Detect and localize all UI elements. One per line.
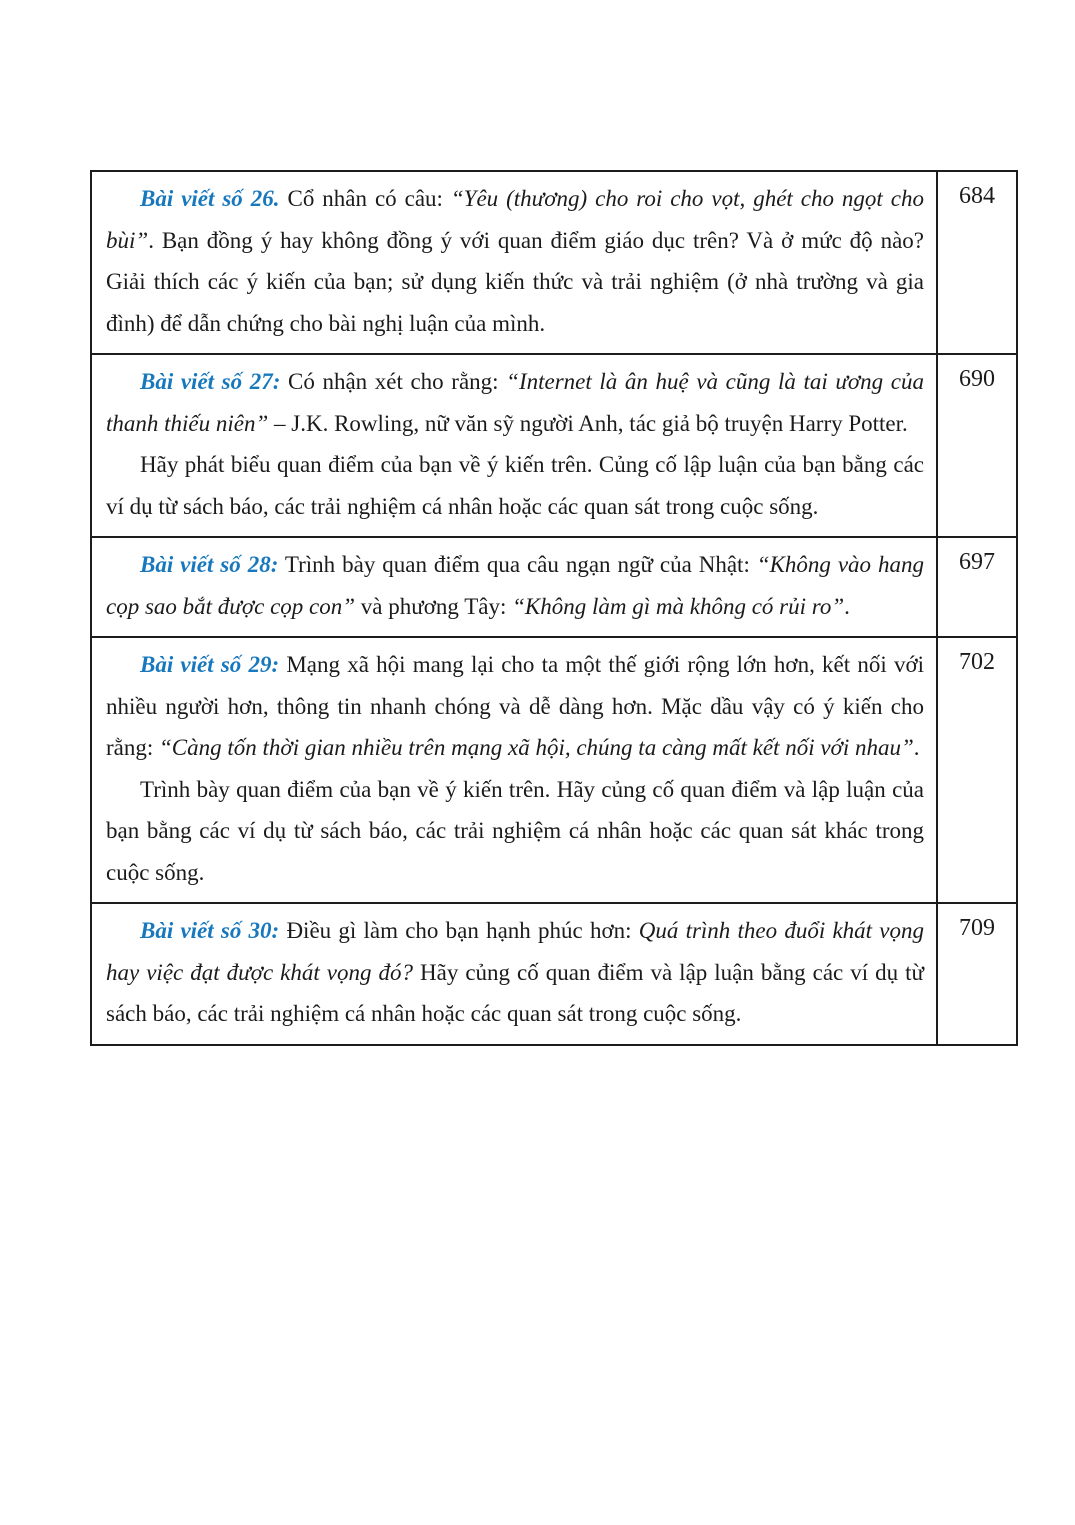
entry-label: Bài viết số 27: [140,369,281,394]
entry-text-segment: . [913,735,920,760]
toc-row [91,354,1017,537]
entry-text-segment: Hãy phát biểu quan điểm của bạn về ý kiến trên. Củng cố lập luận của bạn bằng các ví dụ từ sách báo, các trải nghiệm cá nhân hoặc các quan sát trong cuộc sống. [106,452,924,519]
entry-text-segment: Mạng xã hội mang lại cho ta một thế giới rộng lớn hơn, kết nối với nhiều người hơn, thông tin nhanh chóng và dễ dàng hơn. Mặc dầu vậy có ý kiến cho rằng: [106,652,924,760]
entry-text-segment: “Không làm gì mà không có rủi ro” [512,593,845,619]
toc-page-number: 709 [937,903,1017,1045]
toc-page-number: 702 [937,637,1017,903]
toc-entry-paragraph [106,910,924,1035]
toc-entry-text [91,903,937,1045]
entry-text-segment: Có nhận xét cho rằng: [280,369,507,394]
toc-entry-paragraph [106,444,924,527]
entry-label: Bài viết số 29: [140,652,280,677]
entry-text-segment: Hãy củng cố quan điểm và lập luận bằng các ví dụ từ sách báo, các trải nghiệm cá nhân hoặc các quan sát trong cuộc sống. [106,959,925,1026]
entry-text-segment: “Không vào hang cọp sao bắt được cọp con” [106,552,924,619]
toc-page-number: 697 [937,537,1017,637]
toc-row [91,903,1017,1045]
toc-entry-paragraph [106,644,924,769]
toc-page-number: 684 [937,171,1017,354]
toc-page-number: 690 [937,354,1017,537]
entry-text-segment: Quá trình theo đuổi khát vọng hay việc đạt được khát vọng đó? [106,918,924,985]
entry-text-segment: “Yêu (thương) cho roi cho vọt, ghét cho ngọt cho bùi” [106,186,924,253]
toc-entry-text [91,354,937,537]
toc-entry-paragraph [106,769,924,894]
entry-label: Bài viết số 26. [140,186,280,211]
toc-body [91,171,1017,1045]
toc-entry-text [91,637,937,903]
entry-text-segment: . [844,593,850,619]
toc-row [91,537,1017,637]
toc-entry-paragraph [106,544,924,627]
toc-entry-paragraph [106,361,924,444]
toc-row [91,637,1017,903]
toc-table [90,170,1018,1046]
toc-entry-paragraph [106,178,924,344]
entry-text-segment: “Internet là ân huệ và cũng là tai ương của thanh thiếu niên” [106,369,924,436]
toc-entry-text [91,171,937,354]
entry-text-segment: Trình bày quan điểm của bạn về ý kiến trên. Hãy củng cố quan điểm và lập luận của bạn bằng các ví dụ từ sách báo, các trải nghiệm cá nhân hoặc các quan sát khác trong cuộc sống. [106,776,924,885]
entry-text-segment: “Càng tốn thời gian nhiều trên mạng xã hội, chúng ta càng mất kết nối với nhau” [159,735,914,760]
entry-text-segment: Điều gì làm cho bạn hạnh phúc hơn: [279,918,639,943]
entry-label: Bài viết số 30: [140,918,280,943]
entry-label: Bài viết số 28: [140,552,279,577]
entry-text-segment: và phương Tây: [355,593,513,619]
entry-text-segment: . Bạn đồng ý hay không đồng ý với quan điểm giáo dục trên? Và ở mức độ nào? Giải thích các ý kiến của bạn; sử dụng kiến thức và trải nghiệm (ở nhà trường và gia đình) để dẫn chứng cho bài nghị luận của mình. [106,227,924,336]
toc-row [91,171,1017,354]
toc-entry-text [91,537,937,637]
entry-text-segment: Cổ nhân có câu: [279,186,451,211]
entry-text-segment: – J.K. Rowling, nữ văn sỹ người Anh, tác giả bộ truyện Harry Potter. [268,410,908,436]
entry-text-segment: Trình bày quan điểm qua câu ngạn ngữ của Nhật: [278,552,757,577]
